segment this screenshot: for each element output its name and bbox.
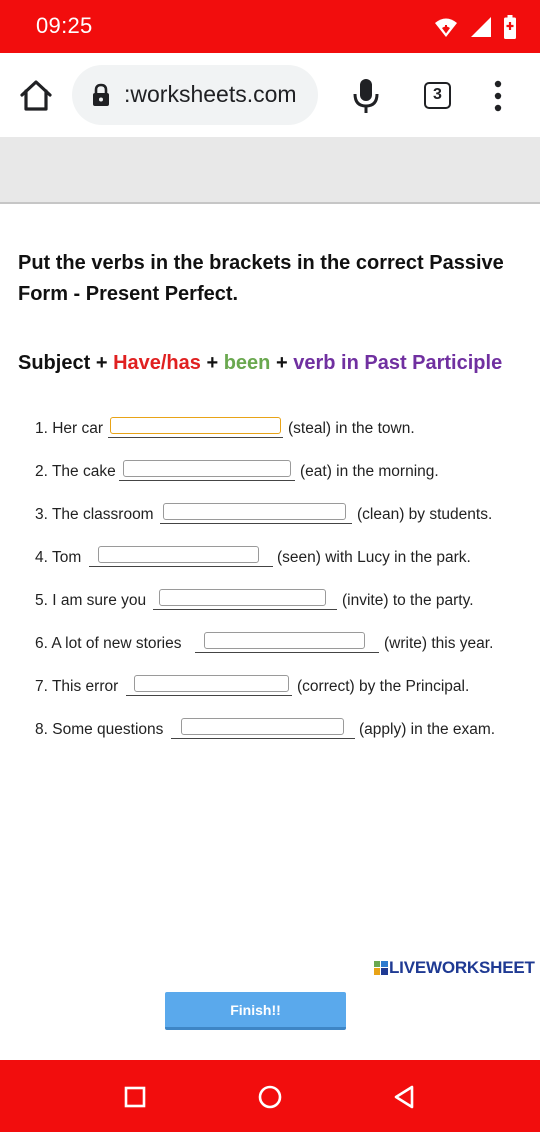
exercise-prefix: 7. This error [35, 678, 119, 695]
formula-participle: verb in Past Participle [293, 352, 503, 374]
answer-underline [171, 738, 355, 739]
answer-input-5[interactable] [159, 589, 326, 606]
answer-input-7[interactable] [134, 675, 289, 692]
answer-input-1[interactable] [110, 417, 281, 434]
answer-underline [89, 566, 273, 567]
brand-text: LIVEWORKSHEET [389, 958, 535, 977]
tab-switcher-button[interactable]: 3 [424, 82, 451, 109]
answer-input-6[interactable] [204, 632, 365, 649]
exercise-suffix: (correct) by the Principal. [297, 678, 470, 695]
browser-toolbar [0, 53, 540, 137]
finish-button[interactable]: Finish!! [165, 992, 346, 1030]
navigation-bar [0, 1060, 540, 1132]
formula-been: been [223, 352, 271, 374]
liveworksheets-logo-icon [374, 961, 388, 975]
lock-icon [92, 83, 110, 107]
exercise-prefix: 4. Tom [35, 549, 82, 566]
home-icon[interactable] [18, 78, 54, 114]
exercise-suffix: (invite) to the party. [342, 592, 474, 609]
answer-input-3[interactable] [163, 503, 346, 520]
exercise-prefix: 3. The classroom [35, 506, 154, 523]
home-nav-icon[interactable] [257, 1084, 283, 1110]
formula-subject: Subject [18, 352, 91, 374]
exercise-prefix: 1. Her car [35, 420, 104, 437]
status-time: 09:25 [36, 13, 93, 38]
exercise-prefix: 6. A lot of new stories [35, 635, 182, 652]
exercise-suffix: (eat) in the morning. [300, 463, 439, 480]
back-icon[interactable] [392, 1084, 418, 1110]
status-bar [0, 0, 540, 53]
signal-icon [470, 16, 492, 38]
grammar-formula [18, 349, 538, 377]
status-icons [434, 14, 516, 40]
answer-input-2[interactable] [123, 460, 291, 477]
exercise-prefix: 2. The cake [35, 463, 116, 480]
exercise-suffix: (seen) with Lucy in the park. [277, 549, 471, 566]
page-header-band [0, 137, 540, 204]
exercise-prefix: 5. I am sure you [35, 592, 147, 609]
answer-underline [119, 480, 295, 481]
microphone-icon[interactable] [352, 77, 380, 115]
more-menu-icon[interactable] [486, 79, 510, 113]
exercise-suffix: (clean) by students. [357, 506, 493, 523]
answer-input-4[interactable] [98, 546, 259, 563]
liveworksheets-brand [374, 958, 535, 978]
formula-plus: + [95, 352, 108, 374]
wifi-icon [434, 16, 458, 38]
url-text: :worksheets.com [124, 81, 297, 107]
answer-underline [160, 523, 352, 524]
answer-input-8[interactable] [181, 718, 344, 735]
exercise-suffix: (steal) in the town. [288, 420, 415, 437]
answer-underline [153, 609, 337, 610]
formula-have-has: Have/has [113, 352, 201, 374]
exercise-suffix: (apply) in the exam. [359, 721, 496, 738]
address-bar[interactable] [72, 65, 318, 125]
answer-underline [108, 437, 283, 438]
exercise-prefix: 8. Some questions [35, 721, 164, 738]
answer-underline [126, 695, 292, 696]
exercise-suffix: (write) this year. [384, 635, 494, 652]
formula-plus: + [206, 352, 219, 374]
recents-icon[interactable] [122, 1084, 148, 1110]
battery-icon [504, 15, 516, 39]
formula-plus: + [275, 352, 288, 374]
instructions-text: Put the verbs in the brackets in the correct Passive Form - Present Perfect. [18, 252, 504, 305]
answer-underline [195, 652, 379, 653]
